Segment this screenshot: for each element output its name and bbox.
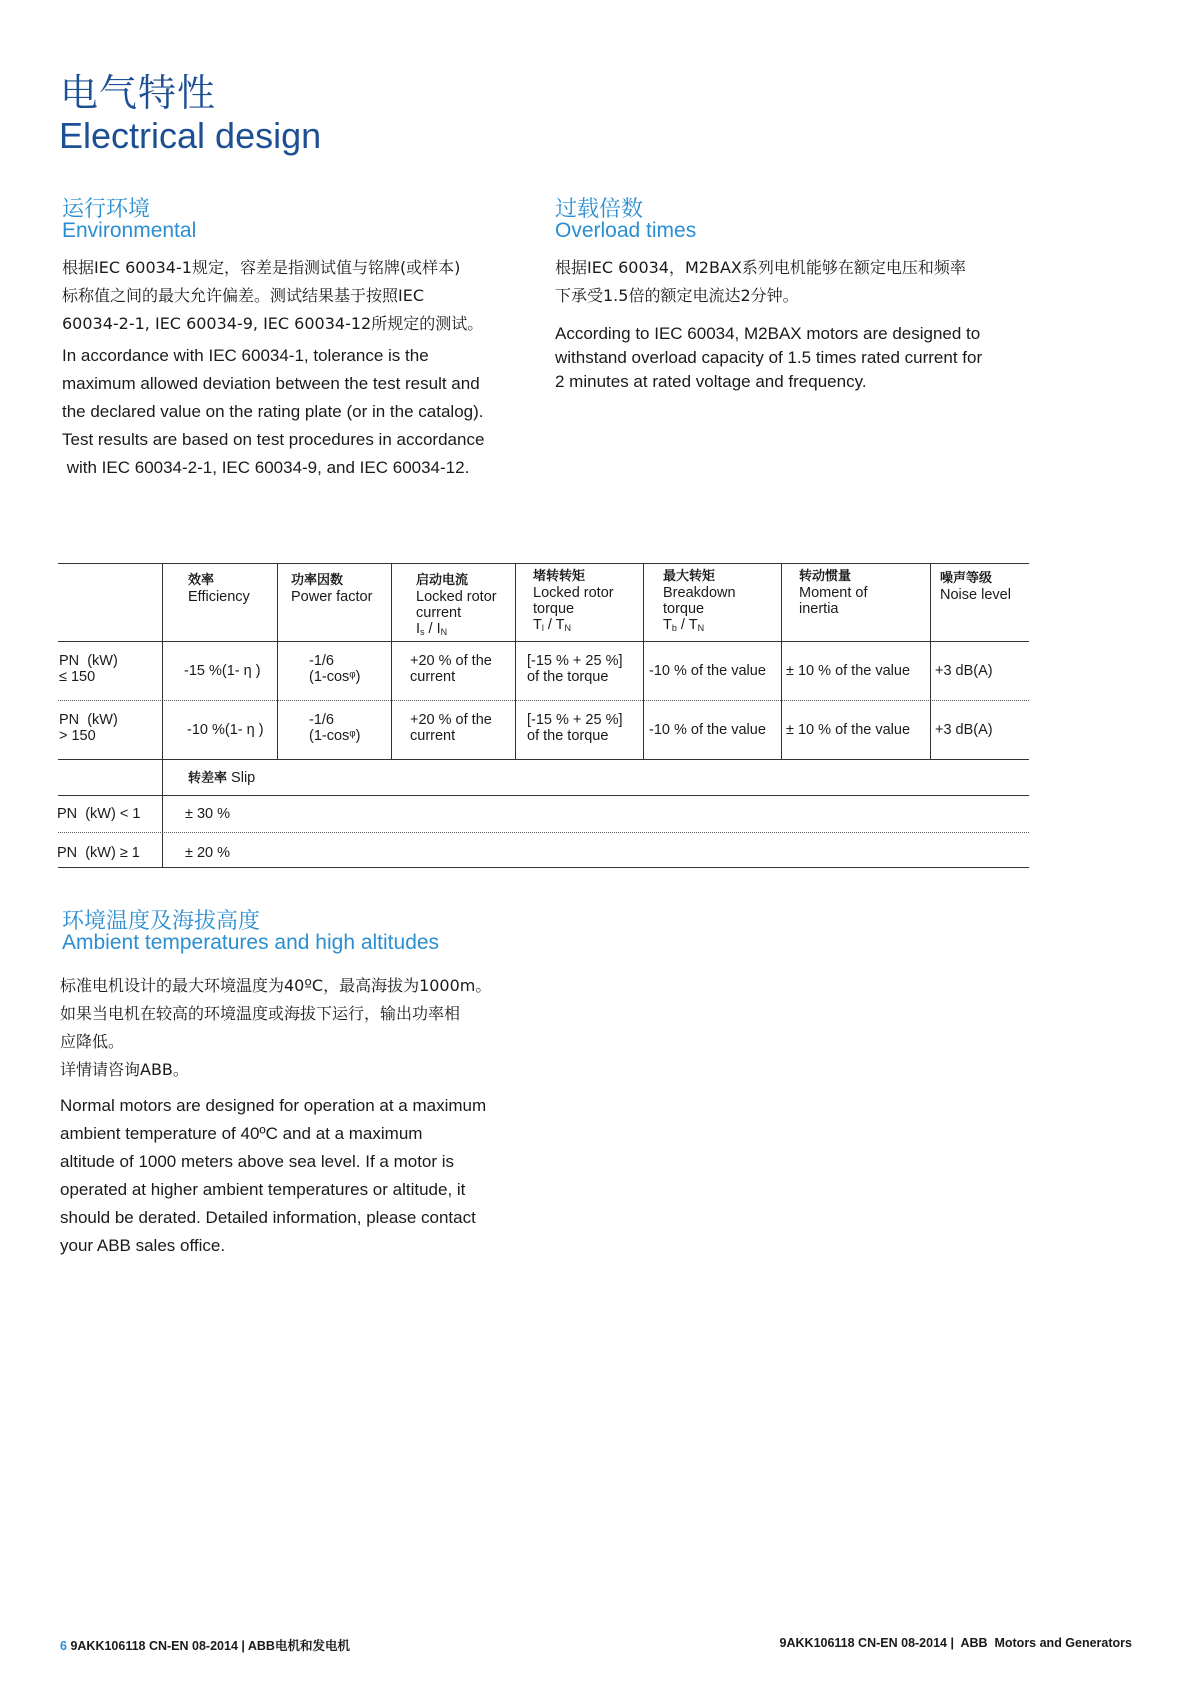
- slip-header: 转差率 Slip: [188, 770, 256, 786]
- text-line: should be derated. Detailed information, please contact: [60, 1208, 476, 1227]
- header-breakdown-torque: 最大转矩 Breakdown torque $T_b / T_N$: [663, 569, 736, 633]
- text-line: Test results are based on test procedures in accordance: [62, 430, 485, 449]
- cell-locked-current: +20 % of the current: [410, 712, 492, 744]
- overload-text-cn: [555, 254, 966, 310]
- table-rule-slip-top: [58, 759, 1029, 760]
- text-line: with IEC 60034-2-1, IEC 60034-9, and IEC 60034-12.: [62, 458, 470, 477]
- overload-heading-en: Overload times: [555, 219, 697, 242]
- ambient-heading-en: Ambient temperatures and high altitudes: [62, 931, 440, 954]
- cell-locked-current: +20 % of the current: [410, 653, 492, 685]
- ambient-heading-cn: 环境温度及海拔高度: [62, 909, 261, 934]
- table-col-divider: [930, 563, 931, 759]
- header-power-factor: 功率因数 Power factor: [291, 573, 373, 605]
- table-col-divider: [162, 563, 163, 759]
- table-col-divider: [515, 563, 516, 759]
- text-line: ambient temperature of 40ºC and at a maximum: [60, 1124, 423, 1143]
- text-line: withstand overload capacity of 1.5 times rated current for: [555, 348, 983, 367]
- slip-row-label: PN (kW) ≥ 1: [57, 845, 140, 861]
- table-col-divider: [391, 563, 392, 759]
- cell-efficiency: -15 %(1- η ): [184, 663, 261, 679]
- table-rule-dotted: [58, 700, 1029, 701]
- text-line: 如果当电机在较高的环境温度或海拔下运行，输出功率相: [60, 1004, 461, 1023]
- cell-breakdown: -10 % of the value: [649, 722, 766, 738]
- text-line: maximum allowed deviation between the test result and: [62, 374, 480, 393]
- cell-power-factor: -1/6 (1-cosᵠ): [309, 653, 361, 685]
- footer-right-text: 9AKK106118 CN-EN 08-2014 | ABB Motors and Generators: [779, 1636, 1132, 1650]
- table-col-divider: [277, 563, 278, 759]
- table-col-divider: [643, 563, 644, 759]
- overload-heading-cn: 过载倍数: [555, 197, 644, 222]
- table-rule-top: [58, 563, 1029, 564]
- table-rule-slip-dotted: [58, 832, 1029, 833]
- table-rule-slip-header: [58, 795, 1029, 796]
- overload-text-en: [555, 322, 982, 394]
- cell-breakdown: -10 % of the value: [649, 663, 766, 679]
- header-locked-rotor-torque: 堵转转矩 Locked rotor torque $T_l / T_N$: [533, 569, 614, 633]
- text-line: 60034-2-1, IEC 60034-9, IEC 60034-12所规定的测试。: [62, 314, 484, 333]
- environmental-text-en: [62, 342, 484, 482]
- environmental-text-cn: [62, 254, 483, 338]
- text-line: 根据IEC 60034，M2BAX系列电机能够在额定电压和频率: [555, 258, 966, 277]
- cell-locked-torque: [-15 % + 25 %] of the torque: [527, 653, 623, 685]
- table-col-divider: [162, 759, 163, 867]
- page-number: 6: [60, 1639, 67, 1653]
- slip-row-value: ± 30 %: [185, 806, 231, 822]
- slip-row-label: PN (kW) < 1: [57, 806, 141, 822]
- text-line: 2 minutes at rated voltage and frequency.: [555, 372, 867, 391]
- header-moment-of-inertia: 转动惯量 Moment of inertia: [799, 569, 868, 617]
- text-line: 应降低。: [60, 1032, 125, 1051]
- table-rule-header: [58, 641, 1029, 642]
- table-rule-bottom: [58, 867, 1029, 868]
- text-line: operated at higher ambient temperatures or altitude, it: [60, 1180, 466, 1199]
- environmental-heading-en: Environmental: [62, 219, 197, 242]
- header-locked-rotor-current: 启动电流 Locked rotor current $I_s / I_N$: [416, 573, 497, 637]
- footer-left-text: 9AKK106118 CN-EN 08-2014 | ABB电机和发电机: [70, 1639, 350, 1653]
- text-line: 根据IEC 60034-1规定，容差是指测试值与铭牌(或样本): [62, 258, 461, 277]
- cell-power-factor: -1/6 (1-cosᵠ): [309, 712, 361, 744]
- ambient-text-en: [60, 1092, 486, 1260]
- environmental-heading-cn: 运行环境: [62, 197, 151, 222]
- text-line: 标准电机设计的最大环境温度为40ºC，最高海拔为1000m。: [60, 976, 492, 995]
- tolerance-table: [58, 563, 1029, 869]
- text-line: Normal motors are designed for operation at a maximum: [60, 1096, 487, 1115]
- text-line: According to IEC 60034, M2BAX motors are designed to: [555, 324, 981, 343]
- row-label: PN (kW) > 150: [59, 712, 118, 744]
- text-line: your ABB sales office.: [60, 1236, 226, 1255]
- text-line: 下承受1.5倍的额定电流达2分钟。: [555, 286, 799, 305]
- cell-noise: +3 dB(A): [935, 722, 993, 738]
- cell-efficiency: -10 %(1- η ): [187, 722, 264, 738]
- cell-inertia: ± 10 % of the value: [786, 722, 911, 738]
- text-line: 标称值之间的最大允许偏差。测试结果基于按照IEC: [62, 286, 425, 305]
- cell-noise: +3 dB(A): [935, 663, 993, 679]
- text-line: In accordance with IEC 60034-1, tolerance is the: [62, 346, 429, 365]
- slip-row-value: ± 20 %: [185, 845, 231, 861]
- cell-locked-torque: [-15 % + 25 %] of the torque: [527, 712, 623, 744]
- page-title-en: Electrical design: [59, 115, 322, 156]
- row-label: PN (kW) ≤ 150: [59, 653, 118, 685]
- header-efficiency: 效率 Efficiency: [188, 573, 250, 605]
- page-title-cn: 电气特性: [60, 71, 217, 115]
- footer-left: [60, 1636, 350, 1654]
- text-line: altitude of 1000 meters above sea level. If a motor is: [60, 1152, 455, 1171]
- text-line: the declared value on the rating plate (or in the catalog).: [62, 402, 484, 421]
- header-noise-level: 噪声等级 Noise level: [940, 571, 1011, 603]
- table-col-divider: [781, 563, 782, 759]
- cell-inertia: ± 10 % of the value: [786, 663, 911, 679]
- ambient-text-cn: [60, 972, 491, 1084]
- text-line: 详情请咨询ABB。: [60, 1060, 189, 1079]
